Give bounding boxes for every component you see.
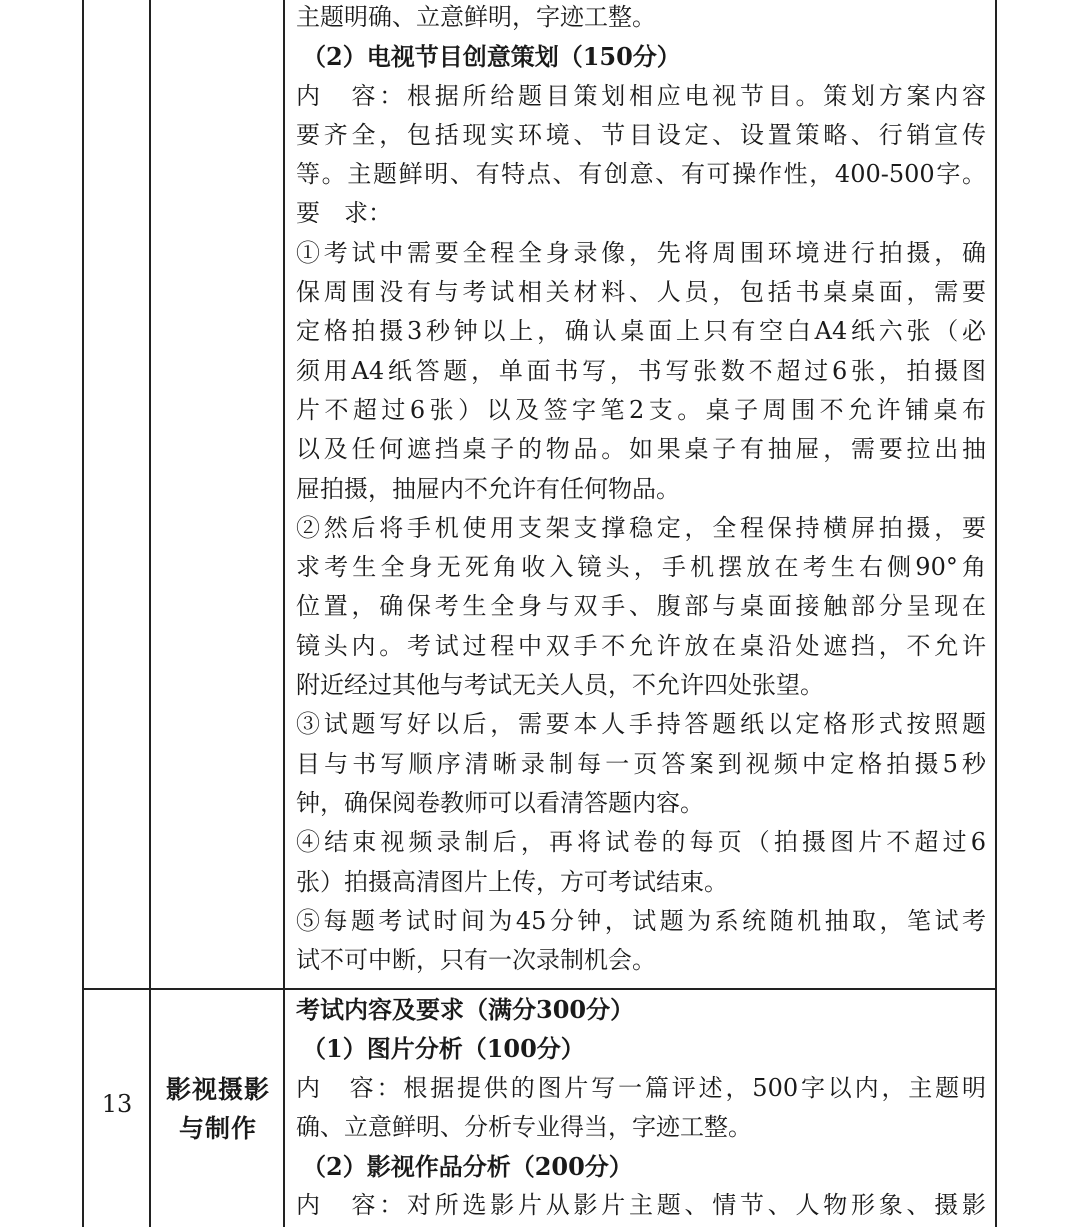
text-line: 屉拍摄，抽屉内不允许有任何物品。 [296,474,680,503]
row-number: 13 [101,1090,133,1118]
table-border-left [82,0,84,1227]
text-line: ②然后将手机使用支架支撑稳定，全程保持横屏拍摄，要 [296,513,986,542]
text-line: 保周围没有与考试相关材料、人员，包括书桌桌面，需要 [296,278,986,307]
subject-name-line: 与制作 [178,1114,257,1143]
table-border-col1 [149,0,151,1227]
text-line: 等。主题鲜明、有特点、有创意、有可操作性，400-500字。 [296,160,986,189]
text-line: ⑤每题考试时间为45分钟，试题为系统随机抽取，笔试考 [296,906,986,935]
text-line: 位置，确保考生全身与双手、腹部与桌面接触部分呈现在 [296,592,986,621]
text-line: 确、立意鲜明、分析专业得当，字迹工整。 [296,1112,752,1141]
text-line: 主题明确、立意鲜明，字迹工整。 [296,3,656,31]
section-heading: （1）图片分析（100分） [302,1034,585,1064]
text-line: ①考试中需要全程全身录像，先将周围环境进行拍摄，确 [296,238,986,267]
text-line: 要 求： [296,199,392,228]
section-heading: 考试内容及要求（满分300分） [296,995,635,1024]
table-border-right [995,0,997,1227]
text-line: 求考生全身无死角收入镜头，手机摆放在考生右侧90°角 [296,553,986,582]
section-heading: （2）影视作品分析（200分） [302,1152,633,1182]
text-line: 要齐全，包括现实环境、节目设定、设置策略、行销宣传 [296,120,986,149]
text-line: ③试题写好以后，需要本人手持答题纸以定格形式按照题 [296,710,986,739]
text-line: 须用A4纸答题，单面书写，书写张数不超过6张，拍摄图 [296,356,986,385]
text-line: 镜头内。考试过程中双手不允许放在桌沿处遮挡，不允许 [296,631,986,660]
text-line: 片不超过6张）以及签字笔2支。桌子周围不允许铺桌布 [296,395,986,424]
content-cell-upper [296,0,986,980]
text-line: 钟，确保阅卷教师可以看清答题内容。 [296,788,704,817]
text-line: 目与书写顺序清晰录制每一页答案到视频中定格拍摄5秒 [296,749,986,778]
text-line: 试不可中断，只有一次录制机会。 [296,946,656,975]
subject-name [152,1070,284,1148]
text-line: 张）拍摄高清图片上传，方可考试结束。 [296,867,728,896]
text-line: 定格拍摄3秒钟以上，确认桌面上只有空白A4纸六张（必 [296,317,986,346]
text-line: 内 容：对所选影片从影片主题、情节、人物形象、摄影 [296,1191,986,1220]
table-border-col2 [283,0,285,1227]
text-line: 内 容：根据所给题目策划相应电视节目。策划方案内容 [296,81,986,110]
subject-name-line: 影视摄影 [165,1075,270,1104]
section-heading: （2）电视节目创意策划（150分） [302,42,681,72]
text-line: 内 容：根据提供的图片写一篇评述，500字以内，主题明 [296,1073,986,1102]
text-line: 以及任何遮挡桌子的物品。如果桌子有抽屉，需要拉出抽 [296,435,986,464]
text-line: 附近经过其他与考试无关人员，不允许四处张望。 [296,671,824,700]
text-line: ④结束视频录制后，再将试卷的每页（拍摄图片不超过6 [296,828,986,857]
content-cell-row13 [296,990,986,1226]
